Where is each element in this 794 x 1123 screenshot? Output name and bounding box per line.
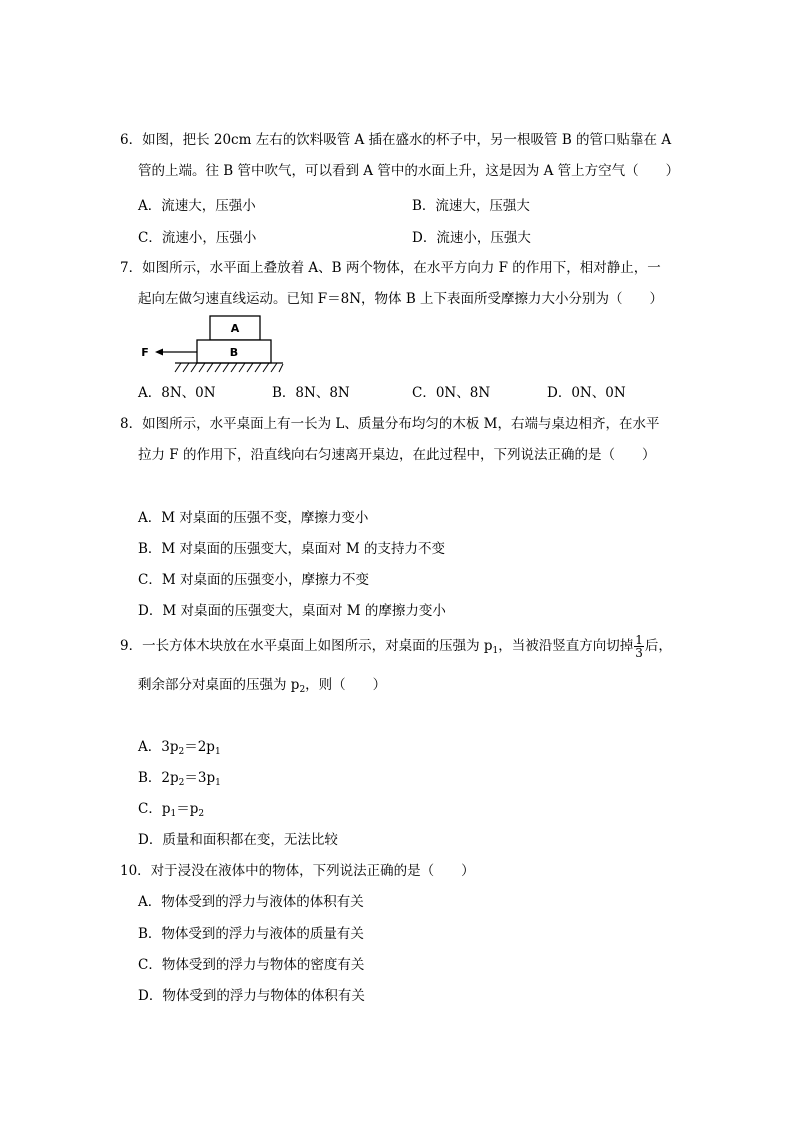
fraction-numerator: 1 (635, 633, 643, 647)
q9-line2-text-b: ，则（ ） (305, 677, 387, 693)
q9-option-c: C．$p_1=p_2$ (138, 801, 205, 819)
block-a-label: A (230, 322, 240, 335)
q9-option-d: D．质量和面积都在变，无法比较 (138, 832, 338, 848)
q9-option-b: B．$2p_2=3p_1$ (138, 770, 221, 788)
q7-option-d: D．0N、0N (547, 385, 626, 401)
q8-option-b: B．M 对桌面的压强变大，桌面对 M 的支持力不变 (138, 541, 445, 557)
q6-option-d: D．流速小，压强大 (412, 230, 531, 246)
q9-option-a: A．$3p_2=2p_1$ (138, 739, 221, 757)
q10-stem-line1: 10．对于浸没在液体中的物体，下列说法正确的是（ ） (120, 863, 475, 879)
q7-option-c: C．0N、8N (412, 385, 491, 401)
force-arrow-head (155, 349, 163, 356)
q6-stem-line2: 管的上端。往 B 管中吹气，可以看到 A 管中的水面上升，这是因为 A 管上方空气（ ） (138, 163, 680, 179)
q10-option-b: B．物体受到的浮力与液体的质量有关 (138, 926, 364, 942)
fraction-one-third (634, 634, 644, 659)
fraction-denominator: 3 (635, 646, 643, 660)
q6-option-c: C．流速小，压强小 (138, 230, 257, 246)
q7-stem-line2: 起向左做匀速直线运动。已知 F＝8N，物体 B 上下表面所受摩擦力大小分别为（ ） (138, 291, 664, 307)
q9-subscript-1: 1 (492, 646, 499, 656)
q7-option-b: B．8N、8N (272, 385, 350, 401)
q9-stem-line2 (138, 675, 386, 695)
q9-stem-text-b: ，当被沿竖直方向切掉 (498, 638, 634, 654)
q9-subscript-2: 2 (299, 685, 306, 695)
q8-option-c: C．M 对桌面的压强变小，摩擦力不变 (138, 572, 369, 588)
q6-option-a: A．流速大，压强小 (138, 198, 256, 214)
force-label: F (141, 346, 149, 359)
q7-stem-line1: 7．如图所示，水平面上叠放着 A、B 两个物体，在水平方向力 F 的作用下，相对静止，一 (120, 260, 661, 276)
q7-figure-stacked-blocks (135, 312, 295, 380)
q9-stem-text-a: 9．一长方体木块放在水平桌面上如图所示，对桌面的压强为 p (120, 638, 493, 654)
q9-stem-text-c: 后， (644, 638, 672, 654)
q10-option-d: D．物体受到的浮力与物体的体积有关 (138, 988, 365, 1004)
q8-option-a: A．M 对桌面的压强不变，摩擦力变小 (138, 510, 369, 526)
q6-stem-line1: 6．如图，把长 20cm 左右的饮料吸管 A 插在盛水的杯子中，另一根吸管 B 的管口贴靠在 A (120, 132, 672, 148)
q9-line2-text-a: 剩余部分对桌面的压强为 p (138, 677, 300, 693)
q8-stem-line1: 8．如图所示，水平桌面上有一长为 L、质量分布均匀的木板 M，右端与桌边相齐，在水平 (120, 416, 660, 432)
q8-option-d: D．M 对桌面的压强变大，桌面对 M 的摩擦力变小 (138, 603, 446, 619)
q8-stem-line2: 拉力 F 的作用下，沿直线向右匀速离开桌边，在此过程中，下列说法正确的是（ ） (138, 447, 656, 463)
ground-hatching (175, 363, 283, 372)
q7-option-a: A．8N、0N (138, 385, 216, 401)
q10-option-c: C．物体受到的浮力与物体的密度有关 (138, 957, 365, 973)
q10-option-a: A．物体受到的浮力与液体的体积有关 (138, 894, 364, 910)
q6-option-b: B．流速大，压强大 (412, 198, 530, 214)
block-b-label: B (229, 346, 239, 359)
q9-stem-line1 (120, 634, 672, 659)
